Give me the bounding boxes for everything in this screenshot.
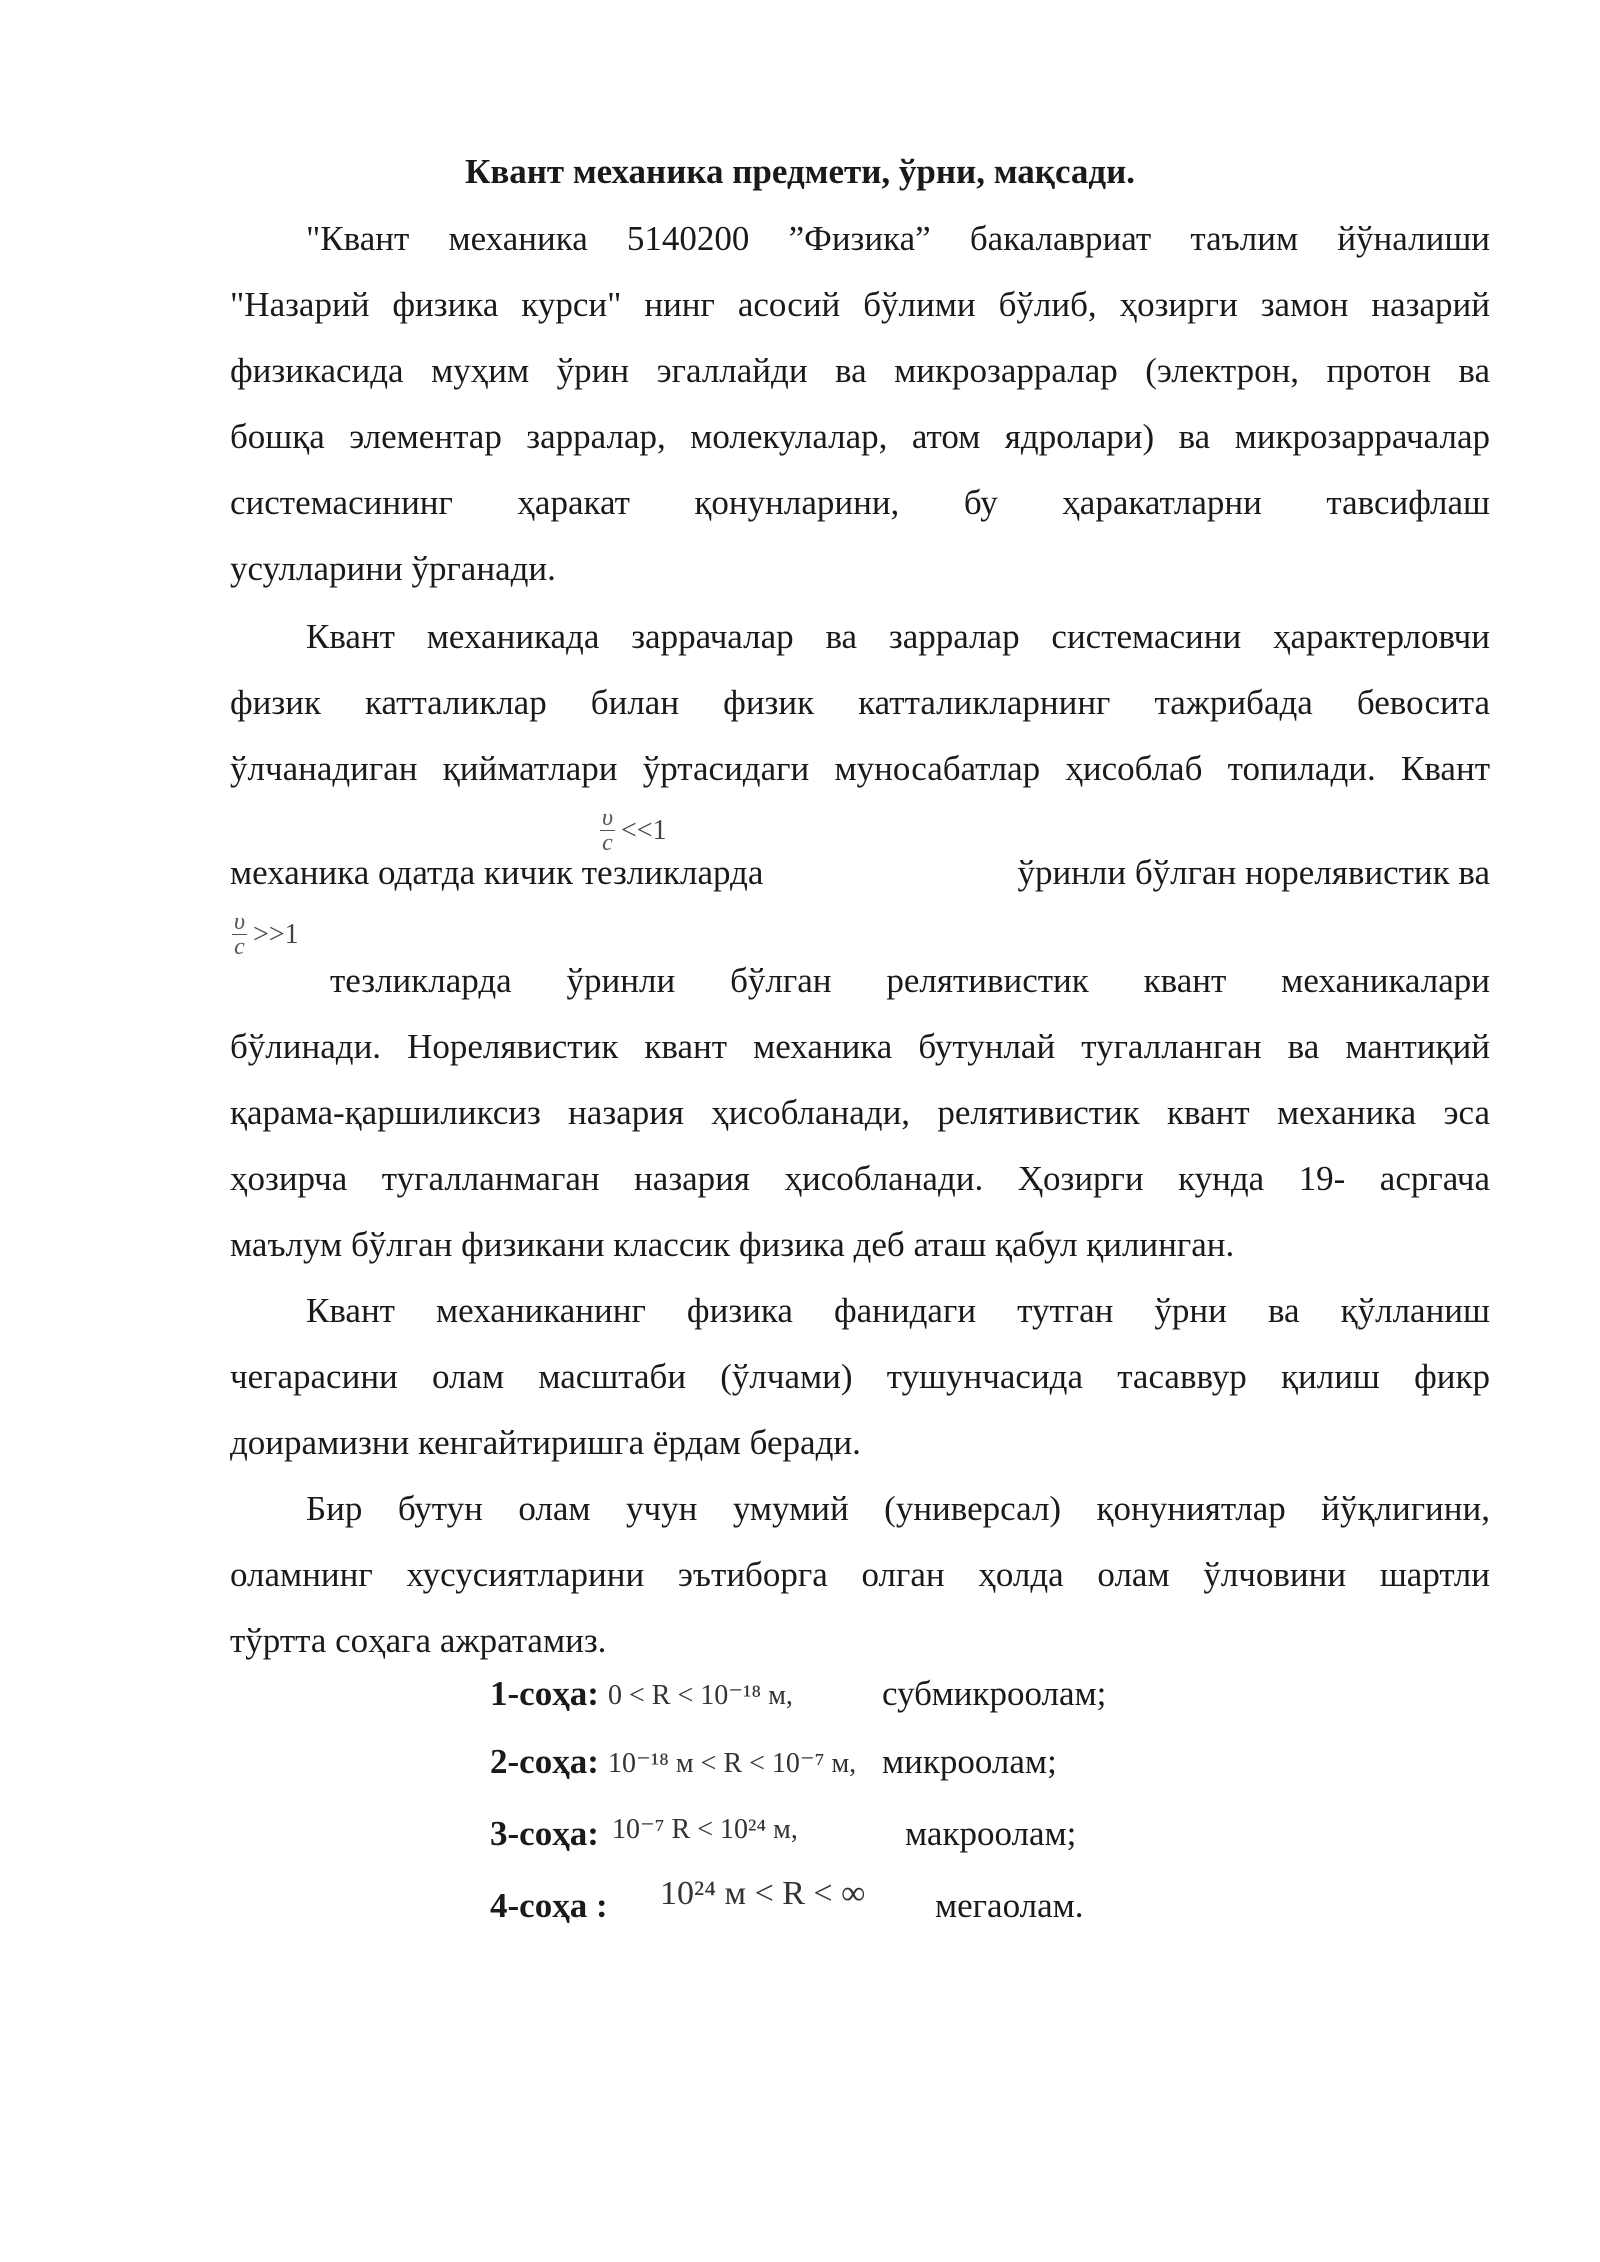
formula-v-over-c-much-greater-1 (232, 910, 299, 959)
zone-label: 3-соҳа: (490, 1814, 599, 1853)
text-fragment: ўринли бўлган норелявистик ва (1017, 853, 1490, 892)
fraction-denominator: c (234, 934, 245, 960)
text-line: оламнинг хусусиятларини эътиборга олган ҳолда олам ўлчовини шартли (230, 1555, 1490, 1594)
text-line: "Назарий физика курси" нинг асосий бўлими бўлиб, ҳозирги замон назарий (230, 285, 1490, 324)
zone-label: 1-соҳа: (490, 1674, 599, 1713)
text-line: Квант механиканинг физика фанидаги тутган ўрни ва қўлланиш (306, 1291, 1490, 1330)
text-fragment: механика одатда кичик тезликларда (230, 853, 764, 892)
fraction-numerator: υ (602, 805, 614, 831)
text-line: ҳозирча тугалланмаган назария ҳисобланади. Ҳозирги кунда 19- асргача (230, 1159, 1490, 1198)
zone-label: 4-соҳа : (490, 1886, 608, 1925)
text-line: физик катталиклар билан физик катталикларнинг тажрибада бевосита (230, 683, 1490, 722)
relation: >>1 (253, 918, 299, 950)
text-line: маълум бўлган физикани классик физика деб аташ қабул қилинган. (230, 1225, 1235, 1264)
zone-name: субмикроолам; (882, 1674, 1107, 1713)
text-line: бўлинади. Норелявистик квант механика бутунлай тугалланган ва мантиқий (230, 1027, 1490, 1066)
paragraph-2 (230, 604, 1490, 802)
zone-name: мегаолам. (935, 1886, 1084, 1925)
fraction-denominator: c (602, 830, 613, 856)
fraction-numerator: υ (234, 909, 246, 935)
text-line: физикасида муҳим ўрин эгаллайди ва микрозарралар (электрон, протон ва (230, 351, 1490, 390)
text-line: Бир бутун олам учун умумий (универсал) қонуниятлар йўқлигини, (306, 1489, 1490, 1528)
relation: <<1 (621, 814, 667, 846)
zone-name: микроолам; (882, 1742, 1057, 1781)
text-line: усулларини ўрганади. (230, 549, 556, 588)
zone-name: макроолам; (905, 1814, 1077, 1853)
paragraph-2-end (230, 1014, 1490, 1278)
text-line: системасининг ҳаракат қонунларини, бу ҳаракатларни тавсифлаш (230, 483, 1490, 522)
text-line: тезликларда ўринли бўлган релятивистик квант механикалари (330, 961, 1490, 1000)
paragraph-2-continued (330, 948, 1490, 1014)
text-line: Квант механикада заррачалар ва зарралар системасини ҳарактерловчи (306, 617, 1490, 656)
zone-expression: 0 < R < 10⁻¹⁸ м, (608, 1680, 793, 1711)
text-line-with-formula (230, 840, 1490, 906)
text-line: "Квант механика 5140200 ”Физика” бакалавриат таълим йўналиши (306, 219, 1490, 258)
text-line: бошқа элементар зарралар, молекулалар, атом ядролари) ва микрозаррачалар (230, 417, 1490, 456)
paragraph-3 (230, 1278, 1490, 1476)
text-line: қарама-қаршиликсиз назария ҳисобланади, релятивистик квант механика эса (230, 1093, 1490, 1132)
zone-expression: 10²⁴ м < R < ∞ (660, 1875, 866, 1912)
text-line: доирамизни кенгайтиришга ёрдам беради. (230, 1423, 861, 1462)
paragraph-4 (230, 1476, 1490, 1674)
text-line: чегарасини олам масштаби (ўлчами) тушунчасида тасаввур қилиш фикр (230, 1357, 1490, 1396)
text-line: тўртта соҳага ажратамиз. (230, 1621, 607, 1660)
zone-expression: 10⁻¹⁸ м < R < 10⁻⁷ м, (608, 1748, 857, 1779)
paragraph-1 (230, 206, 1490, 602)
page-title: Квант механика предмети, ўрни, мақсади. (464, 152, 1136, 191)
zone-expression: 10⁻⁷ R < 10²⁴ м, (612, 1814, 798, 1845)
text-line: ўлчанадиган қийматлари ўртасидаги муносабатлар ҳисоблаб топилади. Квант (230, 749, 1490, 788)
zone-label: 2-соҳа: (490, 1742, 599, 1781)
formula-v-over-c-much-less-1 (600, 806, 667, 855)
